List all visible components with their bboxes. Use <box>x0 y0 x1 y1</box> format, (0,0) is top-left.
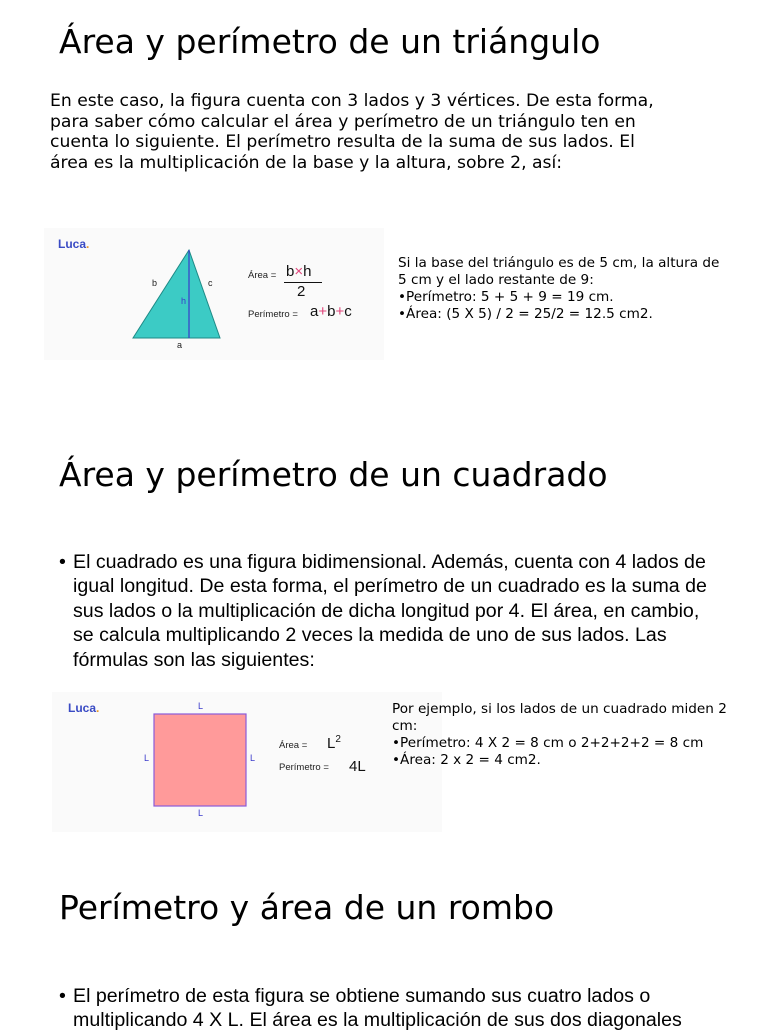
triangle-example-perimeter: •Perímetro: 5 + 5 + 9 = 19 cm. <box>398 289 614 305</box>
side-c-label: c <box>208 278 213 288</box>
area-formula-denominator: 2 <box>297 283 306 300</box>
side-b-label: b <box>152 278 158 288</box>
triangle-intro-text: En este caso, la figura cuenta con 3 lados y 3 vértices. De esta forma, para saber cómo calcular el área y perímetro de un triángulo ten en cuenta lo siguiente. El perímetro resulta de la suma de sus lados. El área es la multiplicación de la base y la altura, sobre 2, así: <box>50 91 654 173</box>
square-shape <box>154 714 246 806</box>
bullet-marker: • <box>59 985 66 1007</box>
square-section-title: Área y perímetro de un cuadrado <box>59 455 608 494</box>
perimeter-formula-value: 4L <box>349 758 366 775</box>
luca-logo: Luca. <box>58 237 90 251</box>
square-example-intro: Por ejemplo, si los lados de un cuadrado miden 2 cm: <box>392 701 727 734</box>
square-example-perimeter: •Perímetro: 4 X 2 = 8 cm o 2+2+2+2 = 8 cm <box>392 735 704 751</box>
height-h-label: h <box>181 296 187 306</box>
side-bottom-label: L <box>198 808 204 818</box>
triangle-diagram <box>44 228 384 360</box>
side-right-label: L <box>250 753 256 763</box>
perimeter-formula-label: Perímetro = <box>248 309 298 320</box>
rhombus-description-text: El perímetro de esta figura se obtiene sumando sus cuatro lados o multiplicando 4 X L. El área es la multiplicación de sus dos diagonales <box>73 985 682 1032</box>
triangle-shape <box>133 250 220 338</box>
triangle-section-title: Área y perímetro de un triángulo <box>59 22 601 61</box>
area-formula-label: Área = <box>279 740 308 751</box>
base-a-label: a <box>177 340 183 350</box>
rhombus-section-title: Perímetro y área de un rombo <box>59 888 555 927</box>
square-figure <box>52 692 442 832</box>
perimeter-formula-label: Perímetro = <box>279 762 329 773</box>
rhombus-description <box>59 984 709 1033</box>
luca-logo: Luca. <box>68 701 100 715</box>
area-formula-label: Área = <box>248 270 277 281</box>
square-diagram <box>52 692 442 832</box>
area-formula-value: $L^2$ <box>327 734 341 752</box>
square-description-text: El cuadrado es una figura bidimensional. Además, cuenta con 4 lados de igual longitud. De esta forma, el perímetro de un cuadrado es la suma de sus lados o la multiplicación de dicha longitud por 4. El área, en cambio, se calcula multiplicando 2 veces la medida de uno de sus lados. Las fórmulas son las siguientes: <box>73 551 707 671</box>
triangle-example <box>398 255 728 323</box>
square-example <box>392 701 752 769</box>
side-left-label: L <box>144 753 150 763</box>
side-top-label: L <box>198 701 204 711</box>
triangle-example-intro: Si la base del triángulo es de 5 cm, la altura de 5 cm y el lado restante de 9: <box>398 255 720 288</box>
square-example-area: •Área: 2 x 2 = 4 cm2. <box>392 752 541 768</box>
triangle-figure <box>44 228 384 360</box>
bullet-marker: • <box>59 551 66 573</box>
triangle-example-area: •Área: (5 X 5) / 2 = 25/2 = 12.5 cm2. <box>398 306 653 322</box>
square-description <box>59 550 709 672</box>
area-formula-numerator: b×h <box>286 263 312 280</box>
perimeter-formula-value: a+b+c <box>310 303 352 320</box>
